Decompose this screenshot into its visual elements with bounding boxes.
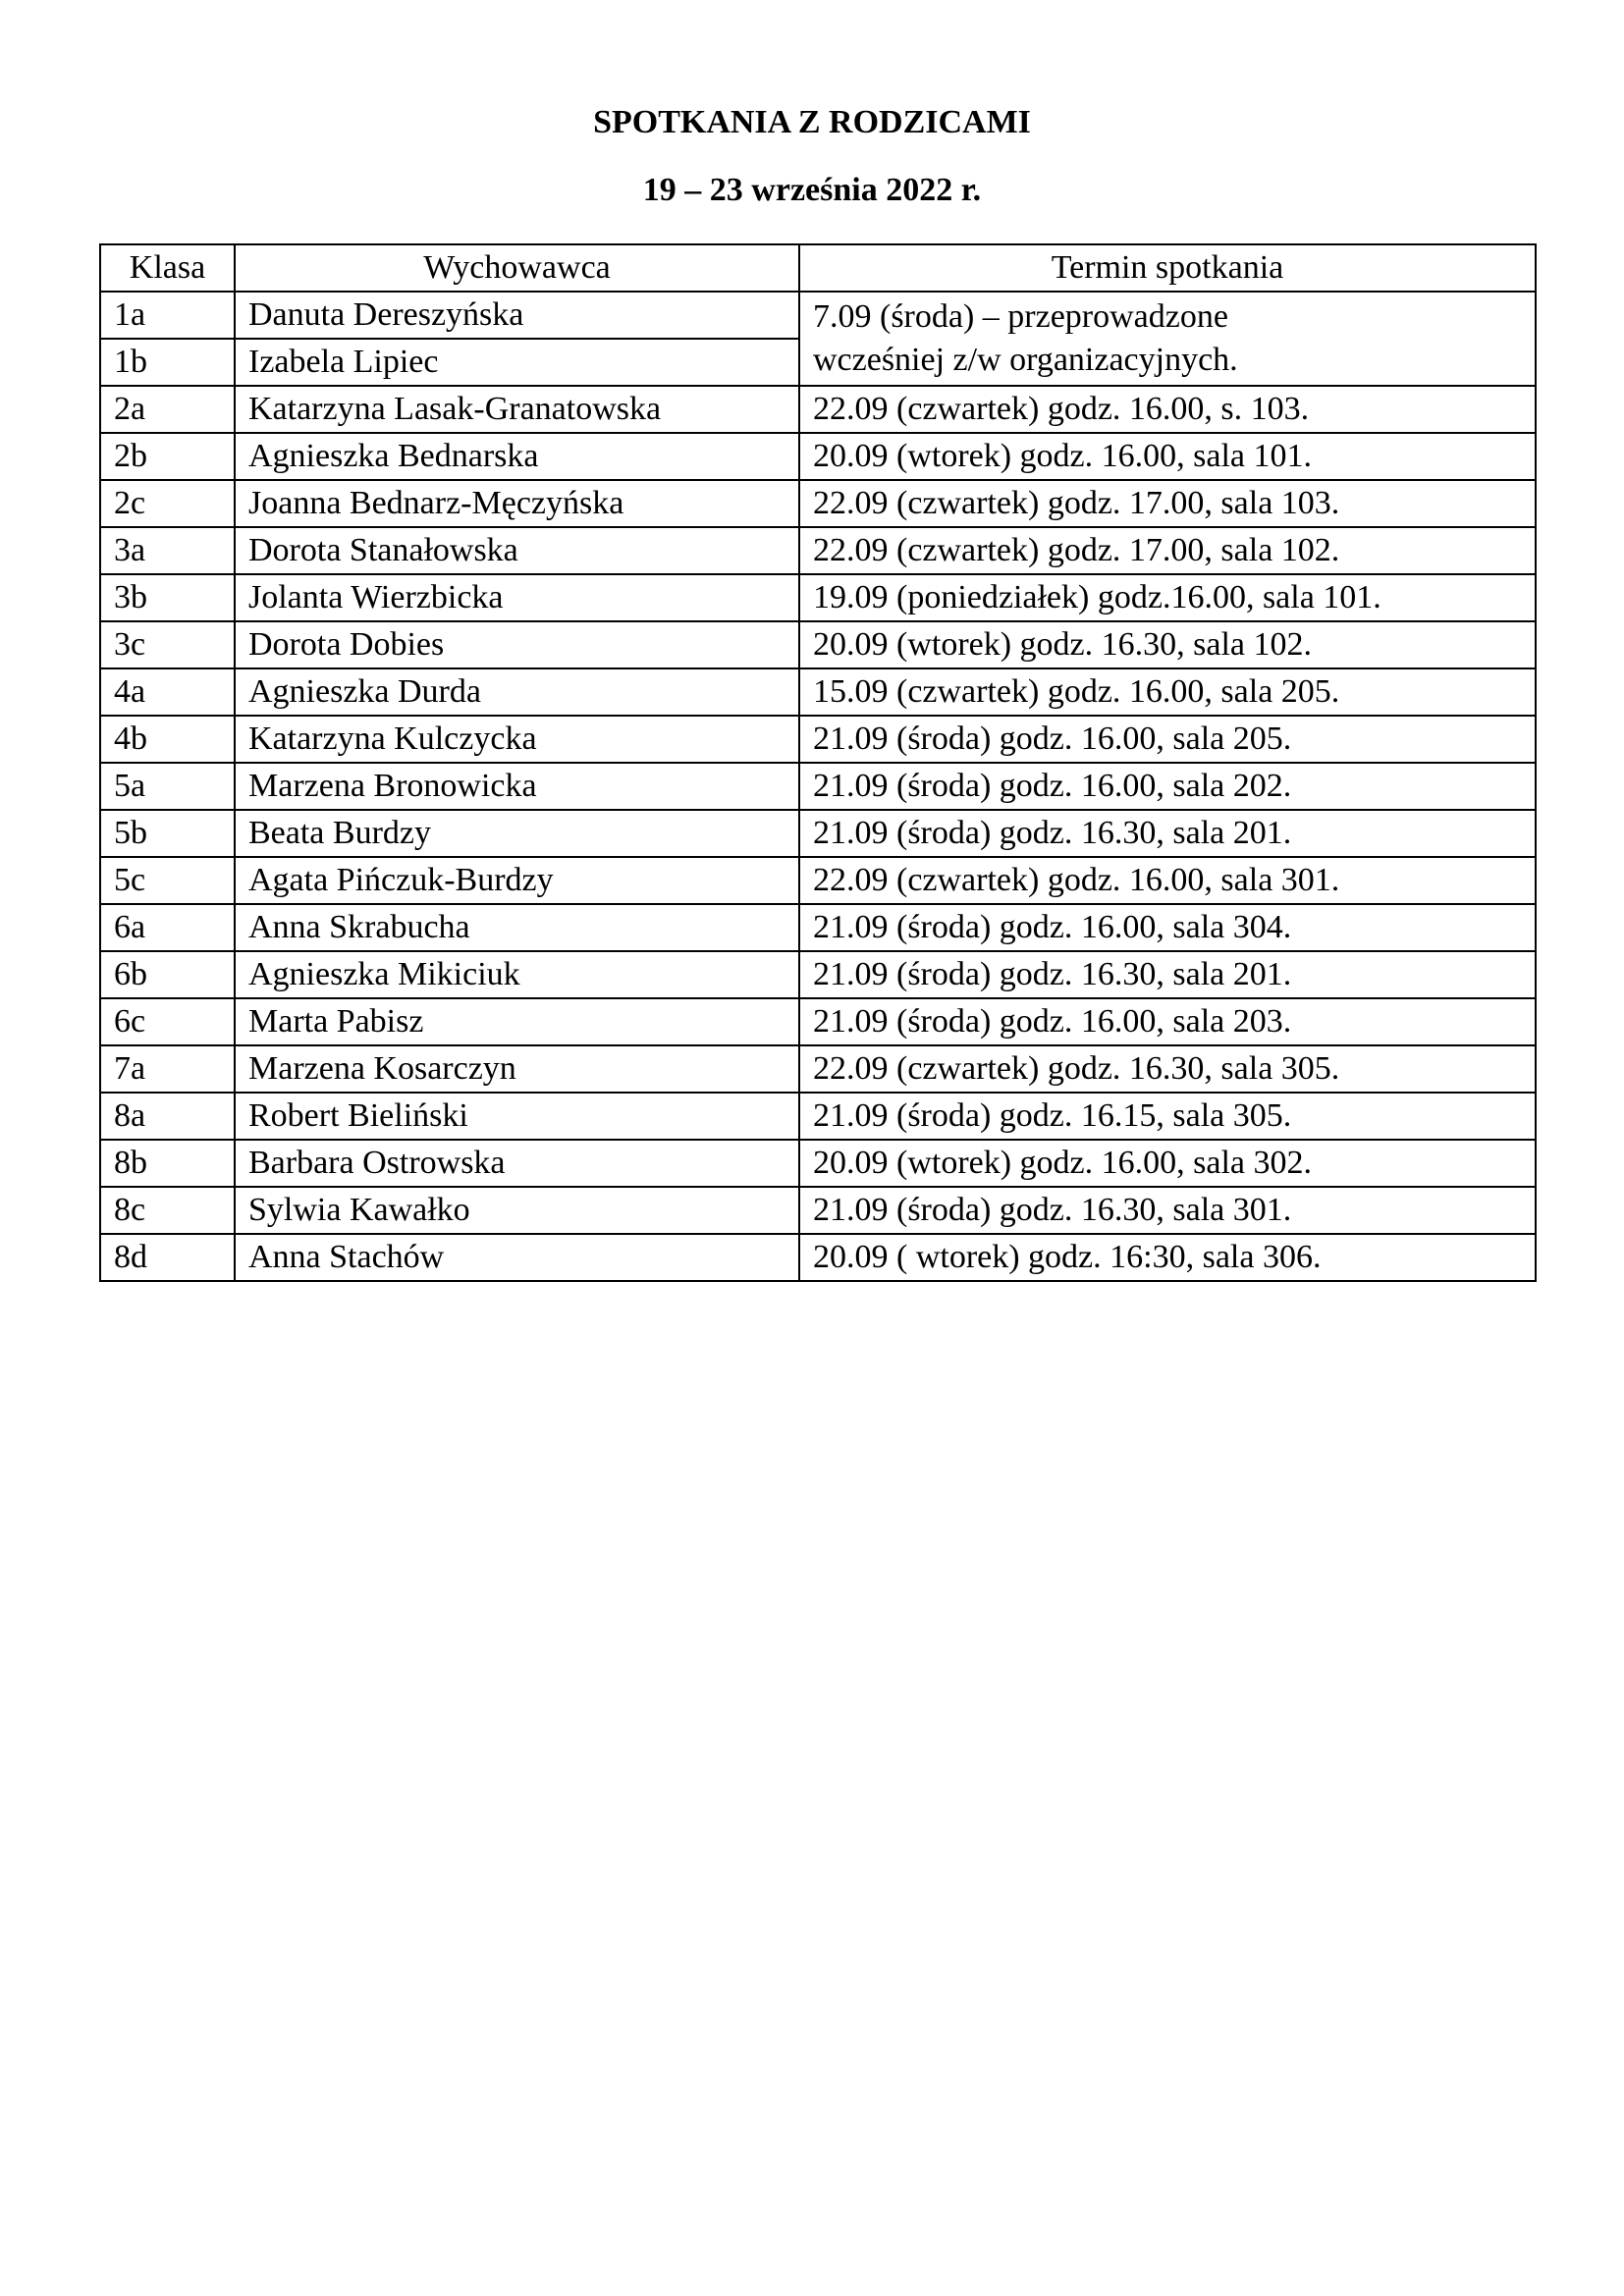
cell-wychowawca: Katarzyna Kulczycka bbox=[235, 716, 799, 763]
cell-termin: 21.09 (środa) godz. 16.30, sala 201. bbox=[799, 951, 1536, 998]
cell-klasa: 4a bbox=[100, 668, 235, 716]
meetings-table bbox=[99, 243, 1537, 1282]
table-row bbox=[100, 810, 1536, 857]
cell-klasa: 2b bbox=[100, 433, 235, 480]
cell-wychowawca: Katarzyna Lasak-Granatowska bbox=[235, 386, 799, 433]
cell-termin: 22.09 (czwartek) godz. 17.00, sala 102. bbox=[799, 527, 1536, 574]
cell-termin-merged bbox=[799, 292, 1536, 386]
cell-klasa: 4b bbox=[100, 716, 235, 763]
cell-wychowawca: Izabela Lipiec bbox=[235, 339, 799, 386]
cell-klasa: 8b bbox=[100, 1140, 235, 1187]
cell-termin: 21.09 (środa) godz. 16.00, sala 205. bbox=[799, 716, 1536, 763]
cell-wychowawca: Jolanta Wierzbicka bbox=[235, 574, 799, 621]
header-klasa: Klasa bbox=[100, 244, 235, 292]
cell-termin: 21.09 (środa) godz. 16.30, sala 201. bbox=[799, 810, 1536, 857]
cell-klasa: 8a bbox=[100, 1093, 235, 1140]
cell-klasa: 5b bbox=[100, 810, 235, 857]
cell-termin: 21.09 (środa) godz. 16.15, sala 305. bbox=[799, 1093, 1536, 1140]
cell-wychowawca: Marzena Kosarczyn bbox=[235, 1045, 799, 1093]
table-row bbox=[100, 480, 1536, 527]
cell-klasa: 6a bbox=[100, 904, 235, 951]
cell-wychowawca: Barbara Ostrowska bbox=[235, 1140, 799, 1187]
merged-note-line2: wcześniej z/w organizacyjnych. bbox=[813, 342, 1238, 378]
cell-wychowawca: Anna Stachów bbox=[235, 1234, 799, 1281]
table-row bbox=[100, 433, 1536, 480]
cell-termin: 20.09 (wtorek) godz. 16.30, sala 102. bbox=[799, 621, 1536, 668]
cell-klasa: 1b bbox=[100, 339, 235, 386]
header-termin: Termin spotkania bbox=[799, 244, 1536, 292]
cell-klasa: 8d bbox=[100, 1234, 235, 1281]
cell-wychowawca: Beata Burdzy bbox=[235, 810, 799, 857]
cell-termin: 22.09 (czwartek) godz. 16.00, s. 103. bbox=[799, 386, 1536, 433]
merged-note-line1: 7.09 (środa) – przeprowadzone bbox=[813, 298, 1228, 335]
table-row bbox=[100, 1093, 1536, 1140]
cell-wychowawca: Joanna Bednarz-Męczyńska bbox=[235, 480, 799, 527]
cell-klasa: 2a bbox=[100, 386, 235, 433]
cell-termin: 20.09 ( wtorek) godz. 16:30, sala 306. bbox=[799, 1234, 1536, 1281]
cell-klasa: 2c bbox=[100, 480, 235, 527]
cell-klasa: 3b bbox=[100, 574, 235, 621]
cell-wychowawca: Dorota Dobies bbox=[235, 621, 799, 668]
cell-wychowawca: Sylwia Kawałko bbox=[235, 1187, 799, 1234]
cell-termin: 21.09 (środa) godz. 16.30, sala 301. bbox=[799, 1187, 1536, 1234]
cell-klasa: 1a bbox=[100, 292, 235, 339]
table-row bbox=[100, 951, 1536, 998]
table-row bbox=[100, 527, 1536, 574]
table-row bbox=[100, 386, 1536, 433]
cell-termin: 20.09 (wtorek) godz. 16.00, sala 302. bbox=[799, 1140, 1536, 1187]
cell-wychowawca: Marzena Bronowicka bbox=[235, 763, 799, 810]
table-row bbox=[100, 716, 1536, 763]
cell-klasa: 6b bbox=[100, 951, 235, 998]
document-title: SPOTKANIA Z RODZICAMI bbox=[593, 104, 1031, 140]
table-row bbox=[100, 668, 1536, 716]
cell-klasa: 3a bbox=[100, 527, 235, 574]
cell-wychowawca: Danuta Dereszyńska bbox=[235, 292, 799, 339]
cell-klasa: 3c bbox=[100, 621, 235, 668]
cell-wychowawca: Agnieszka Bednarska bbox=[235, 433, 799, 480]
cell-wychowawca: Marta Pabisz bbox=[235, 998, 799, 1045]
cell-klasa: 7a bbox=[100, 1045, 235, 1093]
cell-wychowawca: Robert Bieliński bbox=[235, 1093, 799, 1140]
cell-klasa: 5c bbox=[100, 857, 235, 904]
table-row bbox=[100, 1045, 1536, 1093]
cell-termin: 20.09 (wtorek) godz. 16.00, sala 101. bbox=[799, 433, 1536, 480]
document-subtitle: 19 – 23 września 2022 r. bbox=[642, 172, 982, 208]
cell-wychowawca: Agnieszka Mikiciuk bbox=[235, 951, 799, 998]
cell-termin: 21.09 (środa) godz. 16.00, sala 304. bbox=[799, 904, 1536, 951]
table-row bbox=[100, 1140, 1536, 1187]
cell-wychowawca: Dorota Stanałowska bbox=[235, 527, 799, 574]
table-row bbox=[100, 574, 1536, 621]
header-wychowawca: Wychowawca bbox=[235, 244, 799, 292]
table-header-row bbox=[100, 244, 1536, 292]
cell-wychowawca: Anna Skrabucha bbox=[235, 904, 799, 951]
cell-termin: 22.09 (czwartek) godz. 17.00, sala 103. bbox=[799, 480, 1536, 527]
cell-klasa: 6c bbox=[100, 998, 235, 1045]
cell-termin: 19.09 (poniedziałek) godz.16.00, sala 101. bbox=[799, 574, 1536, 621]
table-row bbox=[100, 857, 1536, 904]
table-row bbox=[100, 904, 1536, 951]
cell-klasa: 8c bbox=[100, 1187, 235, 1234]
cell-klasa: 5a bbox=[100, 763, 235, 810]
table-row bbox=[100, 763, 1536, 810]
cell-termin: 22.09 (czwartek) godz. 16.30, sala 305. bbox=[799, 1045, 1536, 1093]
cell-termin: 22.09 (czwartek) godz. 16.00, sala 301. bbox=[799, 857, 1536, 904]
cell-termin: 15.09 (czwartek) godz. 16.00, sala 205. bbox=[799, 668, 1536, 716]
table-row bbox=[100, 621, 1536, 668]
cell-termin: 21.09 (środa) godz. 16.00, sala 202. bbox=[799, 763, 1536, 810]
cell-wychowawca: Agnieszka Durda bbox=[235, 668, 799, 716]
table-row bbox=[100, 998, 1536, 1045]
table-row bbox=[100, 1187, 1536, 1234]
cell-termin: 21.09 (środa) godz. 16.00, sala 203. bbox=[799, 998, 1536, 1045]
cell-wychowawca: Agata Pińczuk-Burdzy bbox=[235, 857, 799, 904]
table-row bbox=[100, 1234, 1536, 1281]
table-row bbox=[100, 292, 1536, 339]
